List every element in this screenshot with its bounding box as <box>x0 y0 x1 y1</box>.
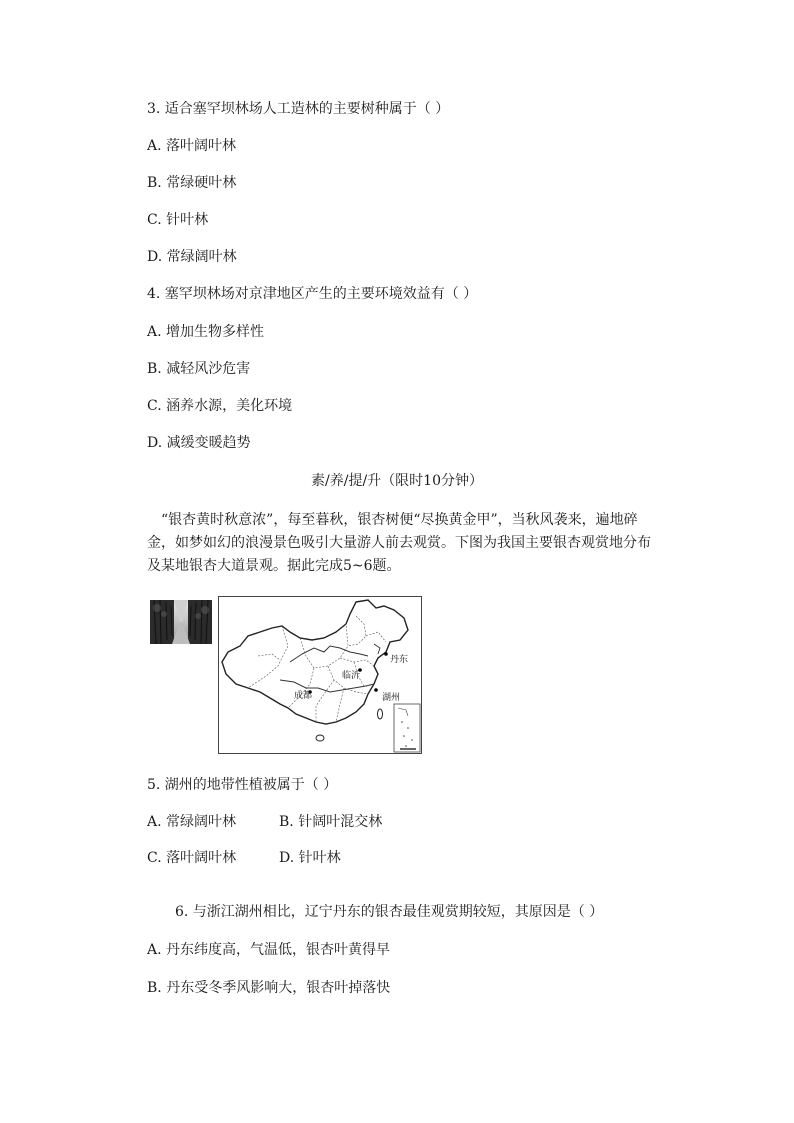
question-5-option-c: C. 落叶阔叶林 <box>147 850 237 866</box>
huzhou-label: 湖州 <box>382 693 401 703</box>
linyi-label: 临沂 <box>342 671 361 681</box>
chengdu-label: 成都 <box>294 691 313 701</box>
taiwan-island <box>378 709 383 719</box>
question-4-option-b: B. 减轻风沙危害 <box>147 361 251 377</box>
question-3-option-c: C. 针叶林 <box>147 212 209 228</box>
dandong-label: 丹东 <box>390 655 409 665</box>
section-title: 素/养/提/升（限时10分钟） <box>311 473 483 489</box>
passage-text: “银杏黄时秋意浓”，每至暮秋，银杏树便“尽换黄金甲”，当秋风袭来，遍地碎金，如梦如幻的浪漫景色吸引大量游人前去观赏。下图为我国主要银杏观赏地分布及某地银杏大道景观。据此完成5~6题。 <box>147 512 651 574</box>
question-6-option-a: A. 丹东纬度高，气温低，银杏叶黄得早 <box>147 942 391 958</box>
question-4-stem: 4. 塞罕坝林场对京津地区产生的主要环境效益有（ ） <box>147 286 478 302</box>
question-3-stem: 3. 适合塞罕坝林场人工造林的主要树种属于（ ） <box>147 101 450 117</box>
hainan-island <box>316 735 324 741</box>
question-6-option-b: B. 丹东受冬季风影响大，银杏叶掉落快 <box>147 980 391 996</box>
question-5-stem: 5. 湖州的地带性植被属于（ ） <box>147 777 338 793</box>
question-3-option-a: A. 落叶阔叶林 <box>147 138 237 154</box>
question-4-option-c: C. 涵养水源，美化环境 <box>147 398 293 414</box>
ginkgo-avenue-photo <box>150 600 212 644</box>
question-4-option-a: A. 增加生物多样性 <box>147 324 265 340</box>
question-5-option-b: B. 针阔叶混交林 <box>279 814 383 830</box>
question-5-option-d: D. 针叶林 <box>279 850 341 866</box>
south-china-sea-inset <box>394 704 420 752</box>
china-map <box>218 596 422 754</box>
question-6-stem: 6. 与浙江湖州相比，辽宁丹东的银杏最佳观赏期较短，其原因是（ ） <box>175 904 604 920</box>
question-5-option-a: A. 常绿阔叶林 <box>147 814 237 830</box>
dandong-marker <box>384 652 388 656</box>
question-3-option-d: D. 常绿阔叶林 <box>147 249 237 265</box>
question-4-option-d: D. 减缓变暖趋势 <box>147 435 251 451</box>
question-3-option-b: B. 常绿硬叶林 <box>147 175 237 191</box>
huzhou-marker <box>374 688 378 692</box>
